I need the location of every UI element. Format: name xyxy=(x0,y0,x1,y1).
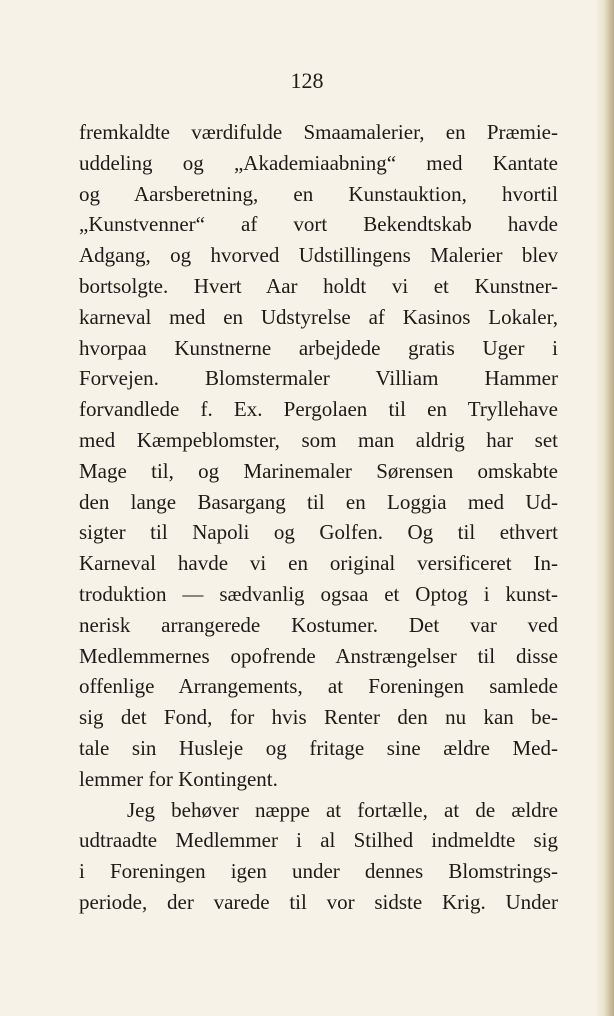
text-line: periode, der varede til vor sidste Krig. Under xyxy=(79,889,558,914)
text-line: Medlemmernes opofrende Anstrængelser til disse xyxy=(79,643,558,668)
text-line: „Kunstvenner“ af vort Bekendtskab havde xyxy=(79,212,558,237)
text-line: hvorpaa Kunstnerne arbejdede gratis Uger i xyxy=(79,335,558,360)
text-line: karneval med en Udstyrelse af Kasinos Lokaler, xyxy=(79,304,558,329)
text-line: Mage til, og Marinemaler Sørensen omskabte xyxy=(79,458,558,483)
text-line: udtraadte Medlemmer i al Stilhed indmeldte sig xyxy=(79,828,558,853)
text-line: med Kæmpeblomster, som man aldrig har set xyxy=(79,427,558,452)
body-text xyxy=(79,117,558,918)
page-number: 128 xyxy=(290,68,324,93)
text-line: Karneval havde vi en original versificeret In- xyxy=(79,551,558,576)
text-line: troduktion — sædvanlig ogsaa et Optog i kunst- xyxy=(79,581,558,606)
text-line: nerisk arrangerede Kostumer. Det var ved xyxy=(79,612,558,637)
text-line: offenlige Arrangements, at Foreningen samlede xyxy=(79,674,558,699)
text-line: den lange Basargang til en Loggia med Ud- xyxy=(79,489,558,514)
text-line: og Aarsberetning, en Kunstauktion, hvortil xyxy=(79,181,558,206)
text-line: sigter til Napoli og Golfen. Og til ethvert xyxy=(79,520,558,545)
text-line: sig det Fond, for hvis Renter den nu kan be- xyxy=(79,705,558,730)
text-line: Forvejen. Blomstermaler Villiam Hammer xyxy=(79,366,558,391)
text-line: lemmer for Kontingent. xyxy=(79,766,278,791)
text-line: i Foreningen igen under dennes Blomstrings- xyxy=(79,859,558,884)
text-line: Jeg behøver næppe at fortælle, at de ældre xyxy=(127,797,558,822)
text-line: tale sin Husleje og fritage sine ældre Med- xyxy=(79,735,558,760)
text-line: uddeling og „Akademiaabning“ med Kantate xyxy=(79,150,558,175)
page-edge-shadow xyxy=(596,0,614,1016)
text-line: fremkaldte værdifulde Smaamalerier, en Præmie- xyxy=(79,120,558,144)
text-line: bortsolgte. Hvert Aar holdt vi et Kunstner- xyxy=(79,273,558,298)
text-line: forvandlede f. Ex. Pergolaen til en Tryllehave xyxy=(79,397,558,422)
text-line: Adgang, og hvorved Udstillingens Malerier blev xyxy=(79,243,558,268)
